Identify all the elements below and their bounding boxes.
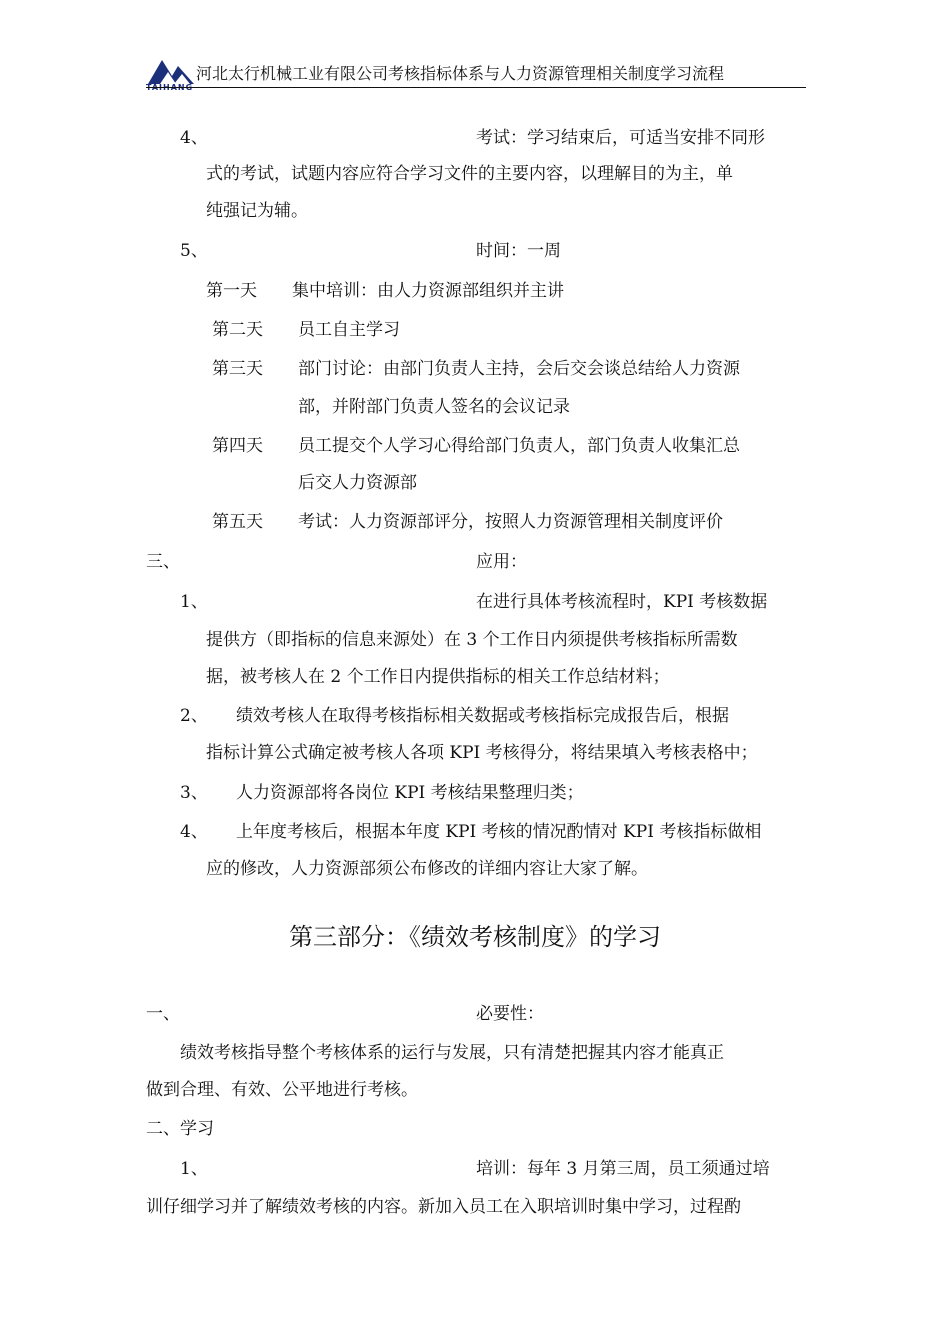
list-item-number: 2、 — [180, 706, 208, 726]
schedule-text-cont: 后交人力资源部 — [298, 473, 417, 493]
list-item-number: 3、 — [180, 783, 208, 803]
paragraph-line: 绩效考核指导整个考核体系的运行与发展，只有清楚把握其内容才能真正 — [180, 1043, 724, 1063]
exam-line-3: 纯强记为辅。 — [206, 201, 308, 221]
list-item-text: 培训：每年 3 月第三周，员工须通过培 — [476, 1159, 770, 1179]
schedule-day: 第四天 — [212, 436, 263, 456]
schedule-day: 第二天 — [212, 320, 263, 340]
list-item-text: 绩效考核人在取得考核指标相关数据或考核指标完成报告后，根据 — [236, 706, 729, 726]
exam-line-2: 式的考试，试题内容应符合学习文件的主要内容，以理解目的为主，单 — [206, 164, 733, 184]
list-item-text: 提供方（即指标的信息来源处）在 3 个工作日内须提供考核指标所需数 — [206, 630, 738, 650]
list-item-number: 1、 — [180, 592, 208, 612]
section-heading: 应用： — [476, 552, 527, 572]
list-item-text: 人力资源部将各岗位 KPI 考核结果整理归类； — [236, 783, 584, 803]
list-item-text: 指标计算公式确定被考核人各项 KPI 考核得分，将结果填入考核表格中； — [206, 743, 758, 763]
section-number: 一、 — [146, 1004, 180, 1024]
header-divider — [146, 87, 806, 88]
list-item-text: 应的修改，人力资源部须公布修改的详细内容让大家了解。 — [206, 859, 648, 879]
list-item-text: 在进行具体考核流程时，KPI 考核数据 — [476, 592, 768, 612]
section-number: 三、 — [146, 552, 180, 572]
schedule-day: 第一天 — [206, 281, 257, 301]
schedule-text: 员工自主学习 — [298, 320, 400, 340]
time-label: 时间：一周 — [476, 241, 561, 261]
exam-line-1: 考试：学习结束后，可适当安排不同形 — [476, 128, 765, 148]
schedule-text: 考试：人力资源部评分，按照人力资源管理相关制度评价 — [298, 512, 723, 532]
part-title: 第三部分：《绩效考核制度》的学习 — [289, 923, 661, 951]
paragraph-line: 做到合理、有效、公平地进行考核。 — [146, 1080, 418, 1100]
schedule-text: 员工提交个人学习心得给部门负责人，部门负责人收集汇总 — [298, 436, 740, 456]
schedule-text: 部门讨论：由部门负责人主持，会后交会谈总结给人力资源 — [298, 359, 740, 379]
list-item-number: 1、 — [180, 1159, 208, 1179]
list-item-text: 上年度考核后，根据本年度 KPI 考核的情况酌情对 KPI 考核指标做相 — [236, 822, 762, 842]
list-item-text: 训仔细学习并了解绩效考核的内容。新加入员工在入职培训时集中学习，过程酌 — [146, 1197, 741, 1217]
schedule-day: 第五天 — [212, 512, 263, 532]
schedule-text-cont: 部，并附部门负责人签名的会议记录 — [298, 397, 570, 417]
time-number: 5、 — [180, 241, 208, 261]
section-heading: 二、学习 — [146, 1119, 214, 1139]
schedule-text: 集中培训：由人力资源部组织并主讲 — [292, 281, 564, 301]
list-item-number: 4、 — [180, 822, 208, 842]
schedule-day: 第三天 — [212, 359, 263, 379]
document-header-title: 河北太行机械工业有限公司考核指标体系与人力资源管理相关制度学习流程 — [196, 64, 725, 83]
exam-number: 4、 — [180, 128, 208, 148]
section-heading: 必要性： — [476, 1004, 544, 1024]
list-item-text: 据，被考核人在 2 个工作日内提供指标的相关工作总结材料； — [206, 667, 670, 687]
